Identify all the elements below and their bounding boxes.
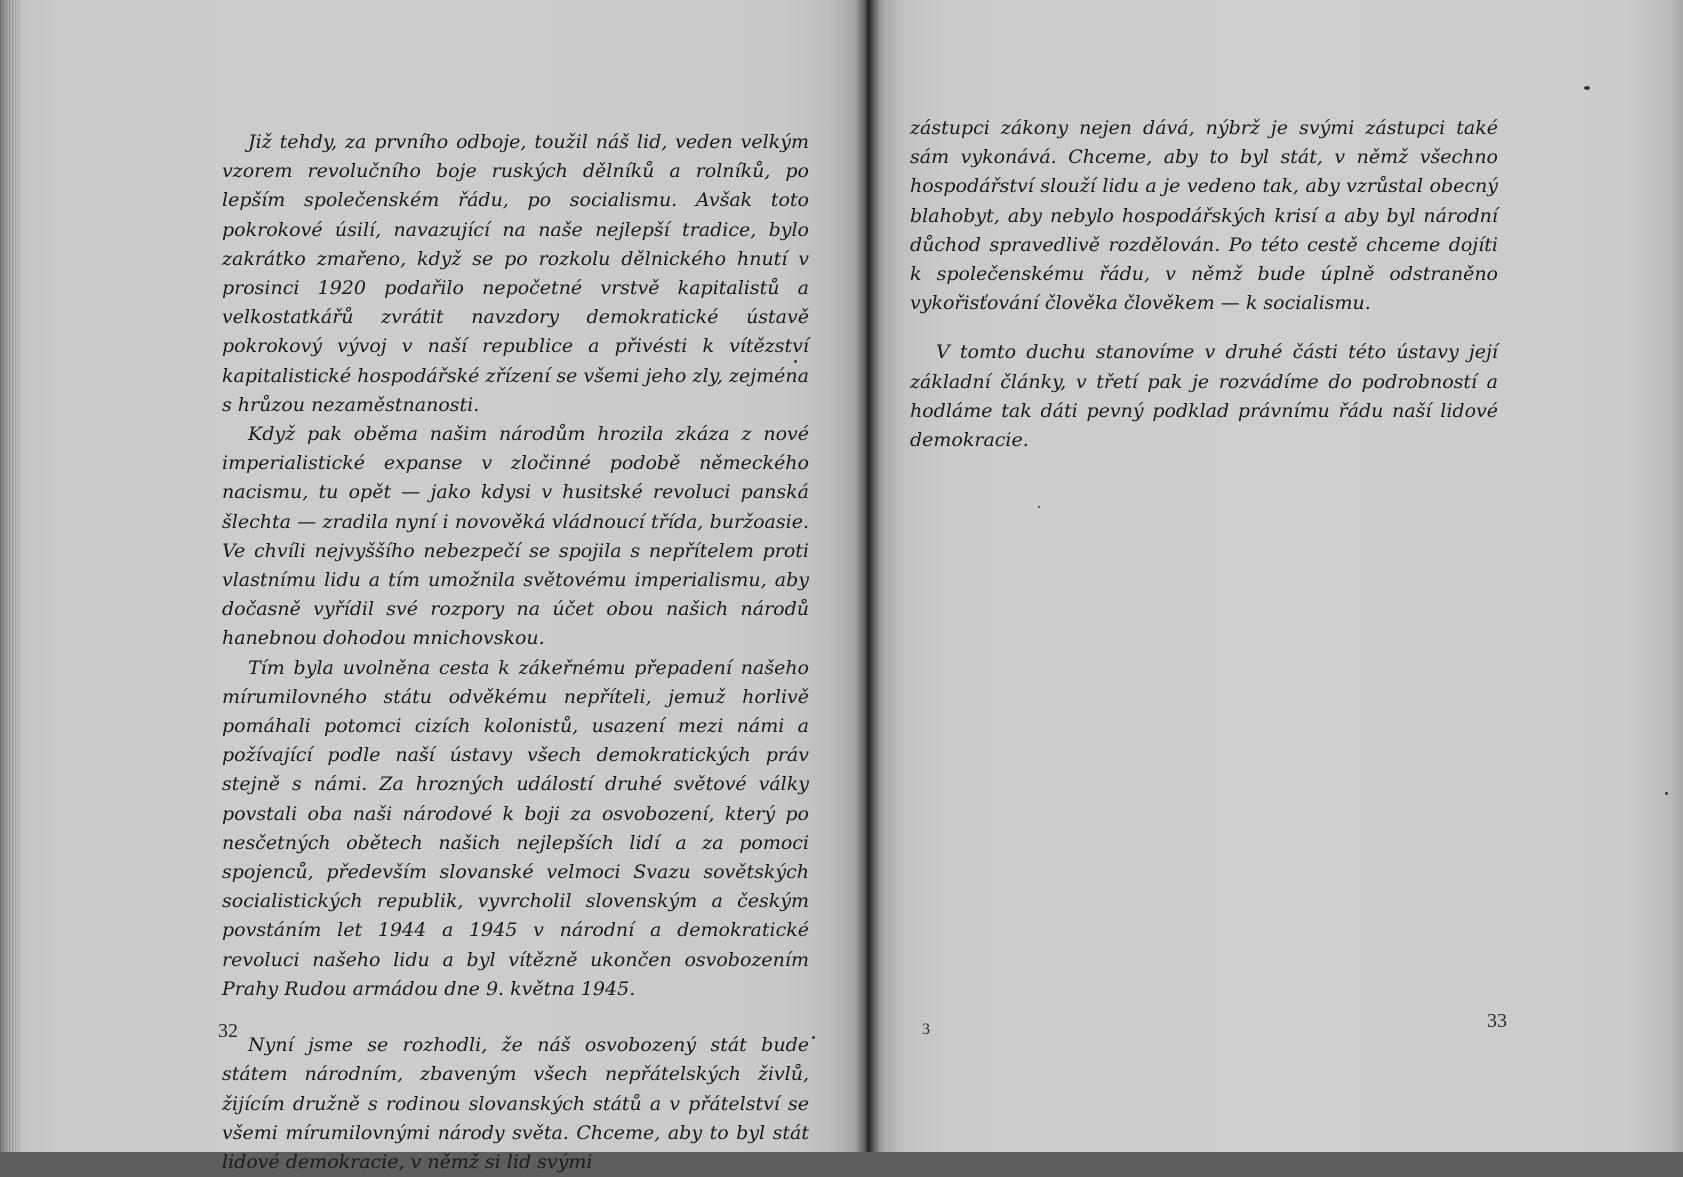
paragraph: Nyní jsme se rozhodli, že náš osvobozený stát bude státem národním, zbaveným všech nepřátelských živlů, žijícím družně s rodinou slovanských států a v přátelství se všemi mírumilovnými národy světa. Chceme, aby to byl stát lidové demokracie, v němž si lid svými — [222, 1034, 809, 1173]
paragraph: Když pak oběma našim národům hrozila zkáza z nové imperialistické expanse v zločinné podobě německého nacismu, tu opět — jako kdysi v husitské revoluci panská šlechta — zradila nyní i novověká vládnoucí třída, buržoasie. Ve chvíli nejvyššího nebezpečí se spojila s nepřítelem proti vlastnímu lidu a tím umožnila světovému imperialismu, aby dočasně vyřídil své rozpory na účet obou našich národů hanebnou dohodou mnichovskou. — [222, 423, 809, 650]
paragraph: V tomto duchu stanovíme v druhé části této ústavy její základní články, v třetí pak je rozvádíme do podrobností a hodláme tak dáti pevný podklad právnímu řádu naší lidové demokracie. — [910, 341, 1498, 452]
dust-speck — [812, 1036, 815, 1039]
dust-speck — [794, 360, 797, 363]
left-page-text — [222, 128, 809, 1177]
signature-mark: 3 — [922, 1021, 930, 1038]
right-page-text — [910, 114, 1498, 455]
dust-speck — [1038, 506, 1040, 508]
dust-speck — [1584, 86, 1590, 90]
right-page — [868, 0, 1683, 1152]
page-number-left: 32 — [218, 1020, 238, 1042]
paragraph: Již tehdy, za prvního odboje, toužil náš lid, veden velkým vzorem revolučního boje ruských dělníků a rolníků, po lepším společenském řádu, po socialismu. Avšak toto pokrokové úsilí, navazující na naše nejlepší tradice, bylo zakrátko zmařeno, když se po rozkolu dělnického hnutí v prosinci 1920 podařilo nepočetné vrstvě kapitalistů a velkostatkářů zvrátit navzdory demokratické ústavě pokrokový vývoj v naší republice a přivésti k vítězství kapitalistické hospodářské zřízení se všemi jeho zly, zejména s hrůzou nezaměstnanosti. — [222, 131, 809, 416]
dust-speck — [1665, 792, 1668, 795]
page-number-right: 33 — [1487, 1010, 1507, 1032]
paragraph: Tím byla uvolněna cesta k zákeřnému přepadení našeho mírumilovného státu odvěkému nepříteli, jemuž horlivě pomáhali potomci cizích kolonistů, usazení mezi námi a požívající podle naší ústavy všech demokratických práv stejně s námi. Za hrozných událostí druhé světové války povstali oba naši národové k boji za osvobození, který po nesčetných obětech našich nejlepších lidí a za pomoci spojenců, především slovanské velmoci Svazu sovětských socialistických republik, vyvrcholil slovenským a českým povstáním let 1944 a 1945 v národní a demokratické revoluci našeho lidu a byl vítězně ukončen osvobozením Prahy Rudou armádou dne 9. května 1945. — [222, 656, 809, 1000]
paragraph: zástupci zákony nejen dává, nýbrž je svými zástupci také sám vykonává. Chceme, aby to byl stát, v němž všechno hospodářství slouží lidu a je vedeno tak, aby vzrůstal obecný blahobyt, aby nebylo hospodářských krisí a aby byl národní důchod spravedlivě rozdělován. Po této cestě chceme dojíti k společenskému řádu, v němž bude úplně odstraněno vykořisťování člověka člověkem — k socialismu. — [910, 117, 1498, 315]
page-stack-edge — [0, 0, 20, 1152]
book-gutter — [856, 0, 880, 1152]
